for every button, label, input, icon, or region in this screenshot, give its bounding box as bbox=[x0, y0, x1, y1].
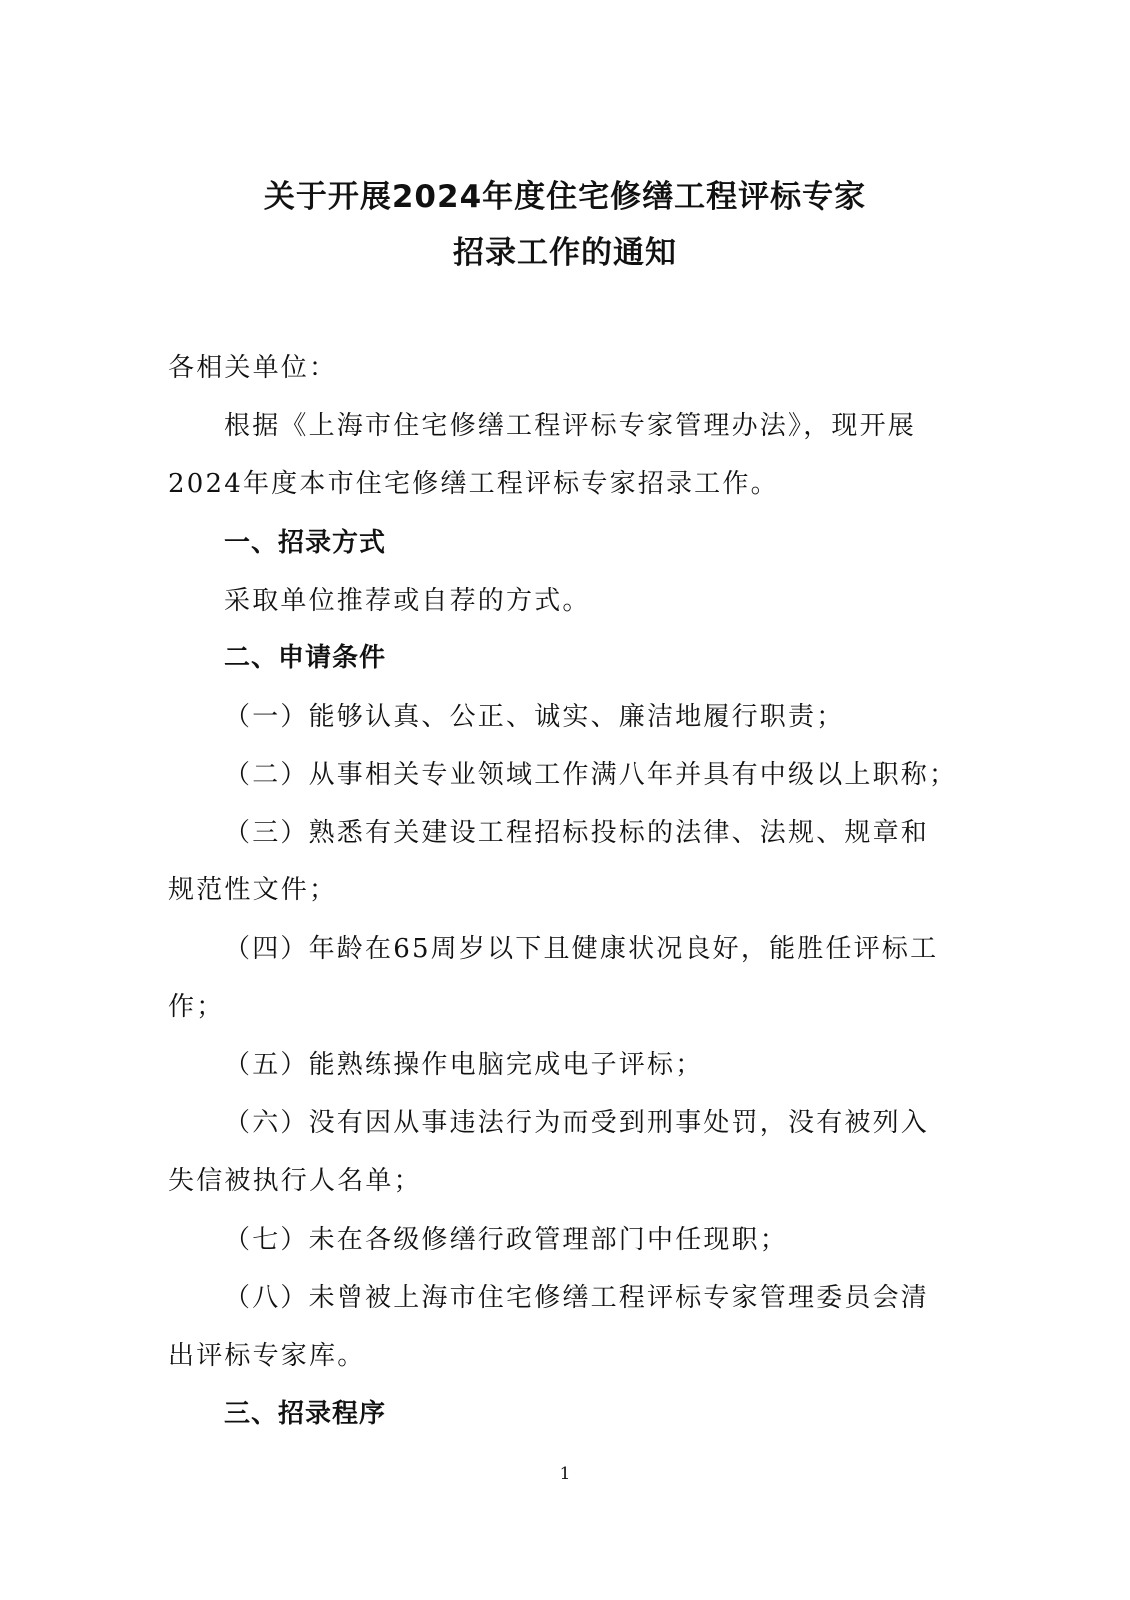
condition-item-1: （一）能够认真、公正、诚实、廉洁地履行职责； bbox=[224, 702, 845, 732]
section-heading-method: 一、招录方式 bbox=[224, 528, 387, 558]
method-text: 采取单位推荐或自荐的方式。 bbox=[224, 586, 591, 616]
salutation: 各相关单位： bbox=[168, 353, 338, 383]
page-number: 1 bbox=[559, 1464, 571, 1484]
condition-item-4-line-1: （四）年龄在65周岁以下且健康状况良好，能胜任评标工 bbox=[224, 934, 939, 964]
intro-paragraph-line-1: 根据《上海市住宅修缮工程评标专家管理办法》，现开展 bbox=[224, 411, 917, 441]
condition-item-5: （五）能熟练操作电脑完成电子评标； bbox=[224, 1050, 704, 1080]
condition-item-3-line-2: 规范性文件； bbox=[168, 875, 338, 905]
document-title-line-2: 招录工作的通知 bbox=[453, 235, 677, 271]
condition-item-6-line-2: 失信被执行人名单； bbox=[168, 1166, 422, 1196]
section-heading-conditions: 二、申请条件 bbox=[224, 643, 387, 673]
condition-item-7: （七）未在各级修缮行政管理部门中任现职； bbox=[224, 1225, 789, 1255]
document-title-line-1: 关于开展2024年度住宅修缮工程评标专家 bbox=[263, 179, 867, 215]
condition-item-6-line-1: （六）没有因从事违法行为而受到刑事处罚，没有被列入 bbox=[224, 1108, 930, 1138]
intro-paragraph-line-2: 2024年度本市住宅修缮工程评标专家招录工作。 bbox=[168, 469, 779, 499]
condition-item-8-line-2: 出评标专家库。 bbox=[168, 1341, 366, 1371]
condition-item-8-line-1: （八）未曾被上海市住宅修缮工程评标专家管理委员会清 bbox=[224, 1283, 930, 1313]
condition-item-2: （二）从事相关专业领域工作满八年并具有中级以上职称； bbox=[224, 760, 958, 790]
condition-item-4-line-2: 作； bbox=[168, 992, 225, 1022]
condition-item-3-line-1: （三）熟悉有关建设工程招标投标的法律、法规、规章和 bbox=[224, 818, 930, 848]
section-heading-procedure: 三、招录程序 bbox=[224, 1399, 387, 1429]
